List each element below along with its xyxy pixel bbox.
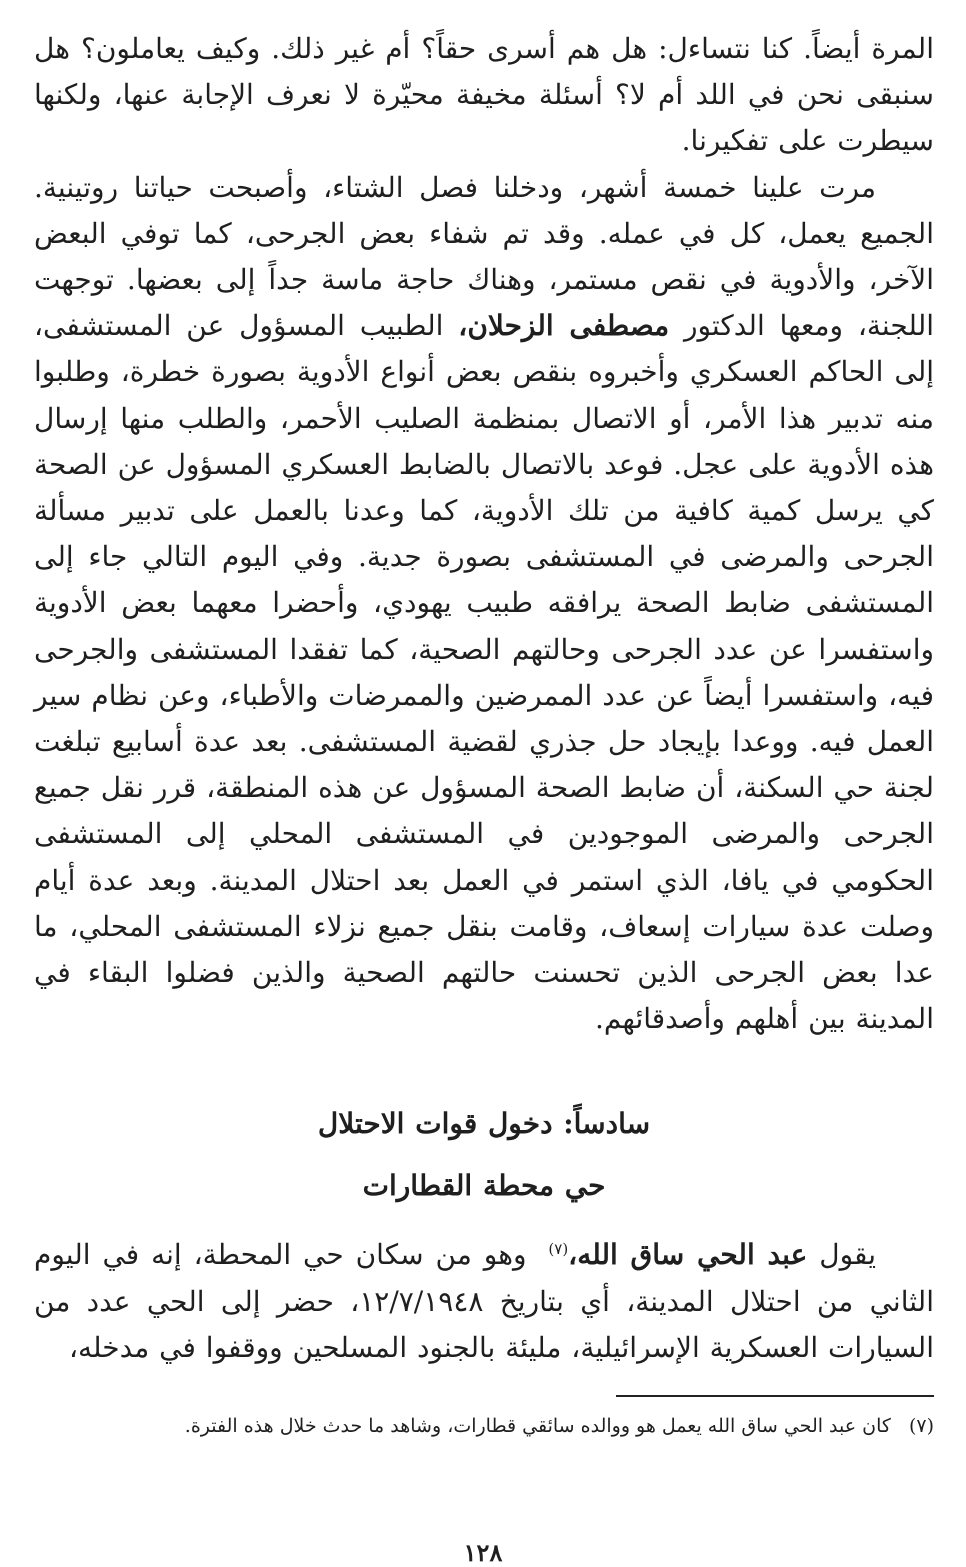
paragraph-station: [34, 1232, 934, 1371]
footnote: [34, 1411, 934, 1441]
section-heading: سادساً: دخول قوات الاحتلال: [317, 1107, 651, 1141]
witness-name: عبد الحي ساق الله،: [568, 1238, 808, 1272]
paragraph-hospital-part1: مرت علينا خمسة أشهر، ودخلنا فصل الشتاء، وأصبحت حياتنا روتينية. الجميع يعمل، كل في عمله. وقد تم شفاء بعض الجرحى، كما توفي البعض الآخر، والأدوية في نقص مستمر، وهناك حاجة ماسة جداً إلى بعضها. توجهت اللجنة، ومعها الدكتور: [34, 170, 935, 343]
paragraph-station-rest: وهو من سكان حي المحطة، إنه في اليوم الثاني من احتلال المدينة، أي بتاريخ ١٢/٧/١٩٤٨، حضر إلى الحي عدد من السيارات العسكرية الإسرائيلية، مليئة بالجنود المسلحين ووقفوا في مدخله،: [34, 1238, 934, 1364]
paragraph-hospital-part2: الطبيب المسؤول عن المستشفى، إلى الحاكم العسكري وأخبروه بنقص بعض أنواع الأدوية بصورة خطرة، وطلبوا منه تدبير هذا الأمر، أو الاتصال بمنظمة الصليب الأحمر، والطلب منها إرسال هذه الأدوية على عجل. فوعد بالاتصال بالضابط العسكري المسؤول عن الصحة كي يرسل كمية كافية من تلك الأدوية، كما وعدنا بالعمل على تدبير مسألة الجرحى والمرضى في المستشفى بصورة جدية. وفي اليوم التالي جاء إلى المستشفى ضابط الصحة يرافقه طبيب يهودي، وأحضرا معهما بعض الأدوية واستفسرا عن عدد الجرحى وحالتهم الصحية، كما تفقدا المستشفى والجرحى فيه، واستفسرا أيضاً عن عدد الممرضين والممرضات والأطباء، وعن نظام سير العمل فيه. ووعدا بإيجاد حل جذري لقضية المستشفى. بعد عدة أسابيع تبلغت لجنة حي السكنة، أن ضابط الصحة المسؤول عن هذه المنطقة، قرر نقل جميع الجرحى والمرضى الموجودين في المستشفى المحلي إلى المستشفى الحكومي في يافا، الذي استمر في العمل بعد احتلال المدينة. وبعد عدة أيام وصلت عدة سيارات إسعاف، وقامت بنقل جميع نزلاء المستشفى المحلي، ما عدا بعض الجرحى الذين تحسنت حالتهم الصحية والذين فضلوا البقاء في المدينة بين أهلهم وأصدقائهم.: [34, 309, 934, 1036]
footnote-text: كان عبد الحي ساق الله يعمل هو ووالده سائقي قطارات، وشاهد ما حدث خلال هذه الفترة.: [184, 1415, 891, 1438]
subsection-heading: حي محطة القطارات: [362, 1169, 606, 1203]
paragraph-continuation: المرة أيضاً. كنا نتساءل: هل هم أسرى حقاً؟ أم غير ذلك. وكيف يعاملون؟ هل سنبقى نحن في اللد أم لا؟ أسئلة مخيفة محيّرة لا نعرف الإجابة عنها، ولكنها سيطرت على تفكيرنا.: [34, 32, 934, 158]
main-text: [34, 26, 934, 1371]
doctor-name: مصطفى الزحلان،: [458, 309, 670, 343]
page-number: ١٢٨: [463, 1538, 503, 1567]
footnote-divider: [616, 1395, 934, 1397]
footnote-reference[interactable]: (٧): [548, 1240, 569, 1259]
paragraph-hospital: [34, 165, 934, 1043]
paragraph-station-lead: يقول: [807, 1238, 877, 1272]
footnote-number: (٧): [908, 1415, 934, 1438]
